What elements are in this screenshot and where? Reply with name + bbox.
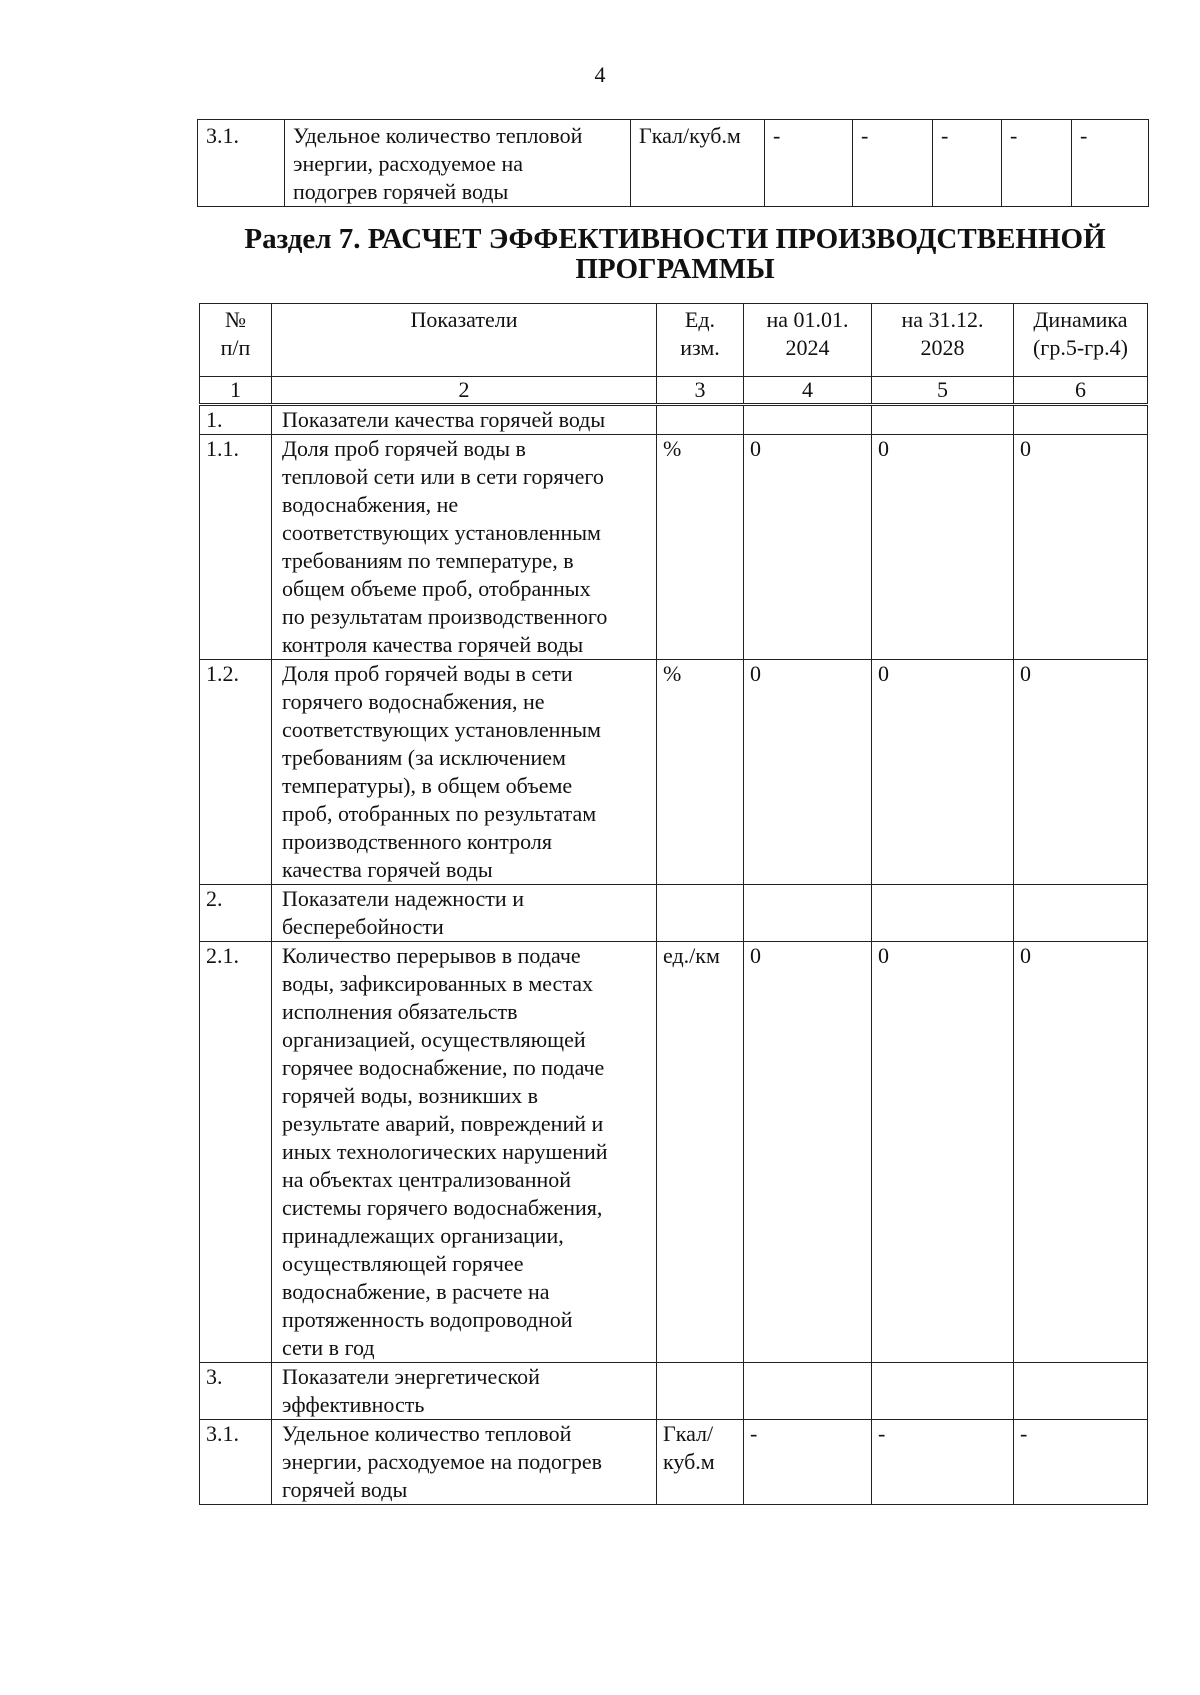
value-cell: 0	[744, 435, 872, 660]
value-cell: -	[1014, 1420, 1148, 1505]
value-cell: 0	[1014, 435, 1148, 660]
value-cell: 0	[1014, 942, 1148, 1363]
row-number: 1.2.	[200, 660, 272, 885]
header-line: (гр.5-гр.4)	[1032, 335, 1129, 360]
header-line: №	[225, 307, 246, 332]
row-number: 2.	[200, 885, 272, 942]
value-cell: -	[744, 1420, 872, 1505]
column-number: 4	[744, 377, 872, 405]
efficiency-table	[199, 303, 1148, 1505]
column-number: 6	[1014, 377, 1148, 405]
value-cell: -	[1002, 120, 1072, 207]
unit-line: %	[663, 661, 682, 686]
text-line: результате аварий, повреждений и	[282, 1111, 604, 1136]
text-line: горячей воды	[282, 1477, 408, 1502]
text-line: горячей воды, возникших в	[282, 1083, 539, 1108]
header-indicators: Показатели	[272, 304, 657, 377]
text-line: системы горячего водоснабжения,	[282, 1195, 603, 1220]
text-line: общем объеме проб, отобранных	[282, 576, 591, 601]
unit-line: Гкал/	[663, 1421, 714, 1446]
table-header-row	[200, 304, 1148, 377]
header-unit	[657, 304, 744, 377]
text-line: Показатели надежности и	[282, 886, 524, 911]
column-number: 1	[200, 377, 272, 405]
unit-cell	[657, 1420, 744, 1505]
header-line: на 31.12.	[901, 307, 984, 332]
text-line: производственного контроля	[282, 829, 552, 854]
table-row	[200, 1420, 1148, 1505]
text-line: Удельное количество тепловой	[282, 1421, 572, 1446]
value-cell: -	[933, 120, 1002, 207]
unit-cell	[657, 435, 744, 660]
unit-cell	[657, 1363, 744, 1420]
indicator-name	[285, 120, 631, 207]
value-cell	[872, 885, 1014, 942]
table-row	[200, 660, 1148, 885]
value-cell	[872, 1363, 1014, 1420]
text-line: Доля проб горячей воды в	[282, 436, 526, 461]
unit-cell: Гкал/куб.м	[631, 120, 765, 207]
value-cell	[744, 1363, 872, 1420]
header-line: на 01.01.	[766, 307, 849, 332]
value-cell: 0	[872, 942, 1014, 1363]
value-cell: -	[1072, 120, 1149, 207]
text-line: воды, зафиксированных в местах	[282, 971, 593, 996]
text-line: требованиям по температуре, в	[282, 548, 574, 573]
text-line: осуществляющей горячее	[282, 1251, 524, 1276]
value-cell: -	[853, 120, 933, 207]
header-end	[872, 304, 1014, 377]
text-line: организацией, осуществляющей	[282, 1027, 586, 1052]
value-cell: 0	[1014, 660, 1148, 885]
text-line: Показатели качества горячей воды	[282, 407, 606, 432]
table-row	[200, 942, 1148, 1363]
text-line: энергии, расходуемое на	[293, 151, 523, 176]
value-cell	[744, 405, 872, 435]
header-line: 2028	[920, 335, 965, 360]
value-cell: 0	[872, 435, 1014, 660]
unit-cell	[657, 942, 744, 1363]
table-row	[200, 435, 1148, 660]
text-line: качества горячей воды	[282, 857, 493, 882]
text-line: исполнения обязательств	[282, 999, 518, 1024]
header-dynamics	[1014, 304, 1148, 377]
value-cell	[1014, 885, 1148, 942]
header-line: Ед.	[684, 307, 716, 332]
indicator-name	[272, 405, 657, 435]
header-line: п/п	[220, 335, 251, 360]
text-line: соответствующих установленным	[282, 520, 601, 545]
text-line: Количество перерывов в подаче	[282, 943, 581, 968]
page-number: 4	[594, 62, 606, 87]
text-line: водоснабжения, не	[282, 492, 459, 517]
section-title	[200, 224, 1150, 284]
unit-line: %	[663, 436, 682, 461]
header-num	[200, 304, 272, 377]
column-number: 3	[657, 377, 744, 405]
text-line: горячего водоснабжения, не	[282, 689, 545, 714]
value-cell	[872, 405, 1014, 435]
text-line: эффективность	[282, 1392, 425, 1417]
indicator-name	[272, 942, 657, 1363]
row-number: 3.1.	[200, 1420, 272, 1505]
text-line: на объектах централизованной	[282, 1167, 572, 1192]
text-line: Удельное количество тепловой	[293, 123, 583, 148]
indicator-name	[272, 1363, 657, 1420]
table-row	[200, 1363, 1148, 1420]
section-title-line: ПРОГРАММЫ	[575, 253, 775, 285]
indicator-name	[272, 435, 657, 660]
table-row	[198, 120, 1149, 207]
unit-cell	[657, 660, 744, 885]
value-cell	[1014, 1363, 1148, 1420]
text-line: тепловой сети или в сети горячего	[282, 464, 604, 489]
header-line: изм.	[680, 335, 720, 360]
text-line: энергии, расходуемое на подогрев	[282, 1449, 602, 1474]
header-line: Динамика	[1033, 307, 1128, 332]
row-number: 1.	[200, 405, 272, 435]
text-line: бесперебойности	[282, 914, 444, 939]
value-cell: -	[765, 120, 853, 207]
text-line: Показатели энергетической	[282, 1364, 540, 1389]
column-number: 2	[272, 377, 657, 405]
section-title-line: Раздел 7. РАСЧЕТ ЭФФЕКТИВНОСТИ ПРОИЗВОДСТВЕННОЙ	[244, 223, 1106, 255]
text-line: соответствующих установленным	[282, 717, 601, 742]
indicator-name	[272, 660, 657, 885]
row-number: 3.1.	[198, 120, 285, 207]
value-cell: 0	[872, 660, 1014, 885]
text-line: горячее водоснабжение, по подаче	[282, 1055, 605, 1080]
text-line: сети в год	[282, 1335, 375, 1360]
text-line: контроля качества горячей воды	[282, 632, 584, 657]
header-line: 2024	[785, 335, 830, 360]
indicator-name	[272, 1420, 657, 1505]
text-line: проб, отобранных по результатам	[282, 801, 597, 826]
text-line: по результатам производственного	[282, 604, 608, 629]
value-cell: 0	[744, 660, 872, 885]
unit-line: ед./км	[663, 943, 720, 968]
indicator-name	[272, 885, 657, 942]
unit-line: куб.м	[663, 1449, 715, 1474]
value-cell: 0	[744, 942, 872, 1363]
unit-cell	[657, 405, 744, 435]
column-number: 5	[872, 377, 1014, 405]
value-cell	[744, 885, 872, 942]
value-cell: -	[872, 1420, 1014, 1505]
column-number-row	[200, 377, 1148, 405]
continuation-table	[197, 119, 1149, 207]
table-body	[200, 405, 1148, 1505]
row-number: 2.1.	[200, 942, 272, 1363]
text-line: Доля проб горячей воды в сети	[282, 661, 573, 686]
text-line: принадлежащих организации,	[282, 1223, 564, 1248]
row-number: 3.	[200, 1363, 272, 1420]
unit-cell	[657, 885, 744, 942]
value-cell	[1014, 405, 1148, 435]
header-start	[744, 304, 872, 377]
text-line: водоснабжение, в расчете на	[282, 1279, 550, 1304]
table-row	[200, 885, 1148, 942]
text-line: иных технологических нарушений	[282, 1139, 608, 1164]
text-line: температуры), в общем объеме	[282, 773, 573, 798]
text-line: требованиям (за исключением	[282, 745, 566, 770]
table-row	[200, 405, 1148, 435]
text-line: подогрев горячей воды	[293, 179, 509, 204]
row-number: 1.1.	[200, 435, 272, 660]
text-line: протяженность водопроводной	[282, 1307, 573, 1332]
